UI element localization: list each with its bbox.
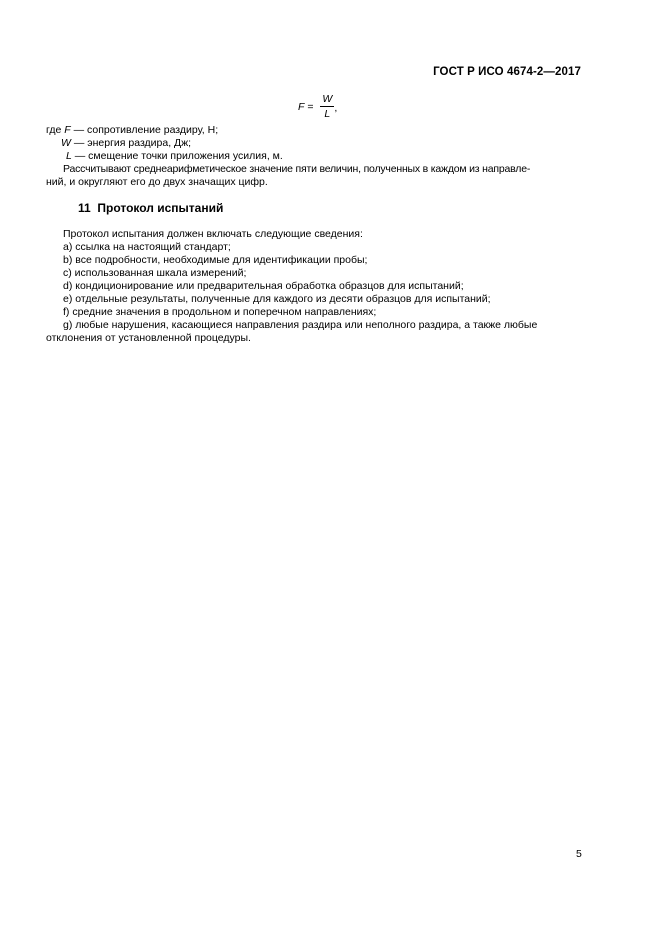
list-item-b: b) все подробности, необходимые для идентификации пробы; [63,254,368,266]
section-heading [78,201,223,215]
formula-equals: = [304,100,317,113]
paragraph-line-2: ний, и округляют его до двух значащих цифр. [46,176,268,188]
list-item-f: f) средние значения в продольном и поперечном направлениях; [63,306,377,318]
formula-denominator: L [324,108,331,120]
section-intro: Протокол испытания должен включать следующие сведения: [63,228,363,240]
formula-lhs: F [298,100,305,113]
document-code: ГОСТ Р ИСО 4674-2—2017 [433,66,581,78]
section-title: Протокол испытаний [97,201,224,215]
tear-resistance-formula [298,93,337,120]
formula-numerator: W [322,93,333,105]
paragraph-line-1: Рассчитывают среднеарифметическое значение пяти величин, полученных в каждом из направле- [63,163,531,175]
definition-w: W — энергия раздира, Дж; [61,137,192,149]
list-item-e: e) отдельные результаты, полученные для каждого из десяти образцов для испытаний; [63,293,491,305]
list-item-c: c) использованная шкала измерений; [63,267,247,279]
section-number: 11 [78,201,91,215]
list-item-g: g) любые нарушения, касающиеся направления раздира или неполного раздира, а также любые [63,319,538,331]
definition-l: L — смещение точки приложения усилия, м. [66,150,283,162]
formula-end: , [334,102,338,114]
list-item-a: a) ссылка на настоящий стандарт; [63,241,231,253]
formula-fraction [320,93,334,120]
page-number: 5 [576,848,582,860]
definition-f: где F — сопротивление раздиру, Н; [46,124,219,136]
list-item-d: d) кондиционирование или предварительная обработка образцов для испытаний; [63,280,464,292]
list-item-g-continuation: отклонения от установленной процедуры. [46,332,251,344]
